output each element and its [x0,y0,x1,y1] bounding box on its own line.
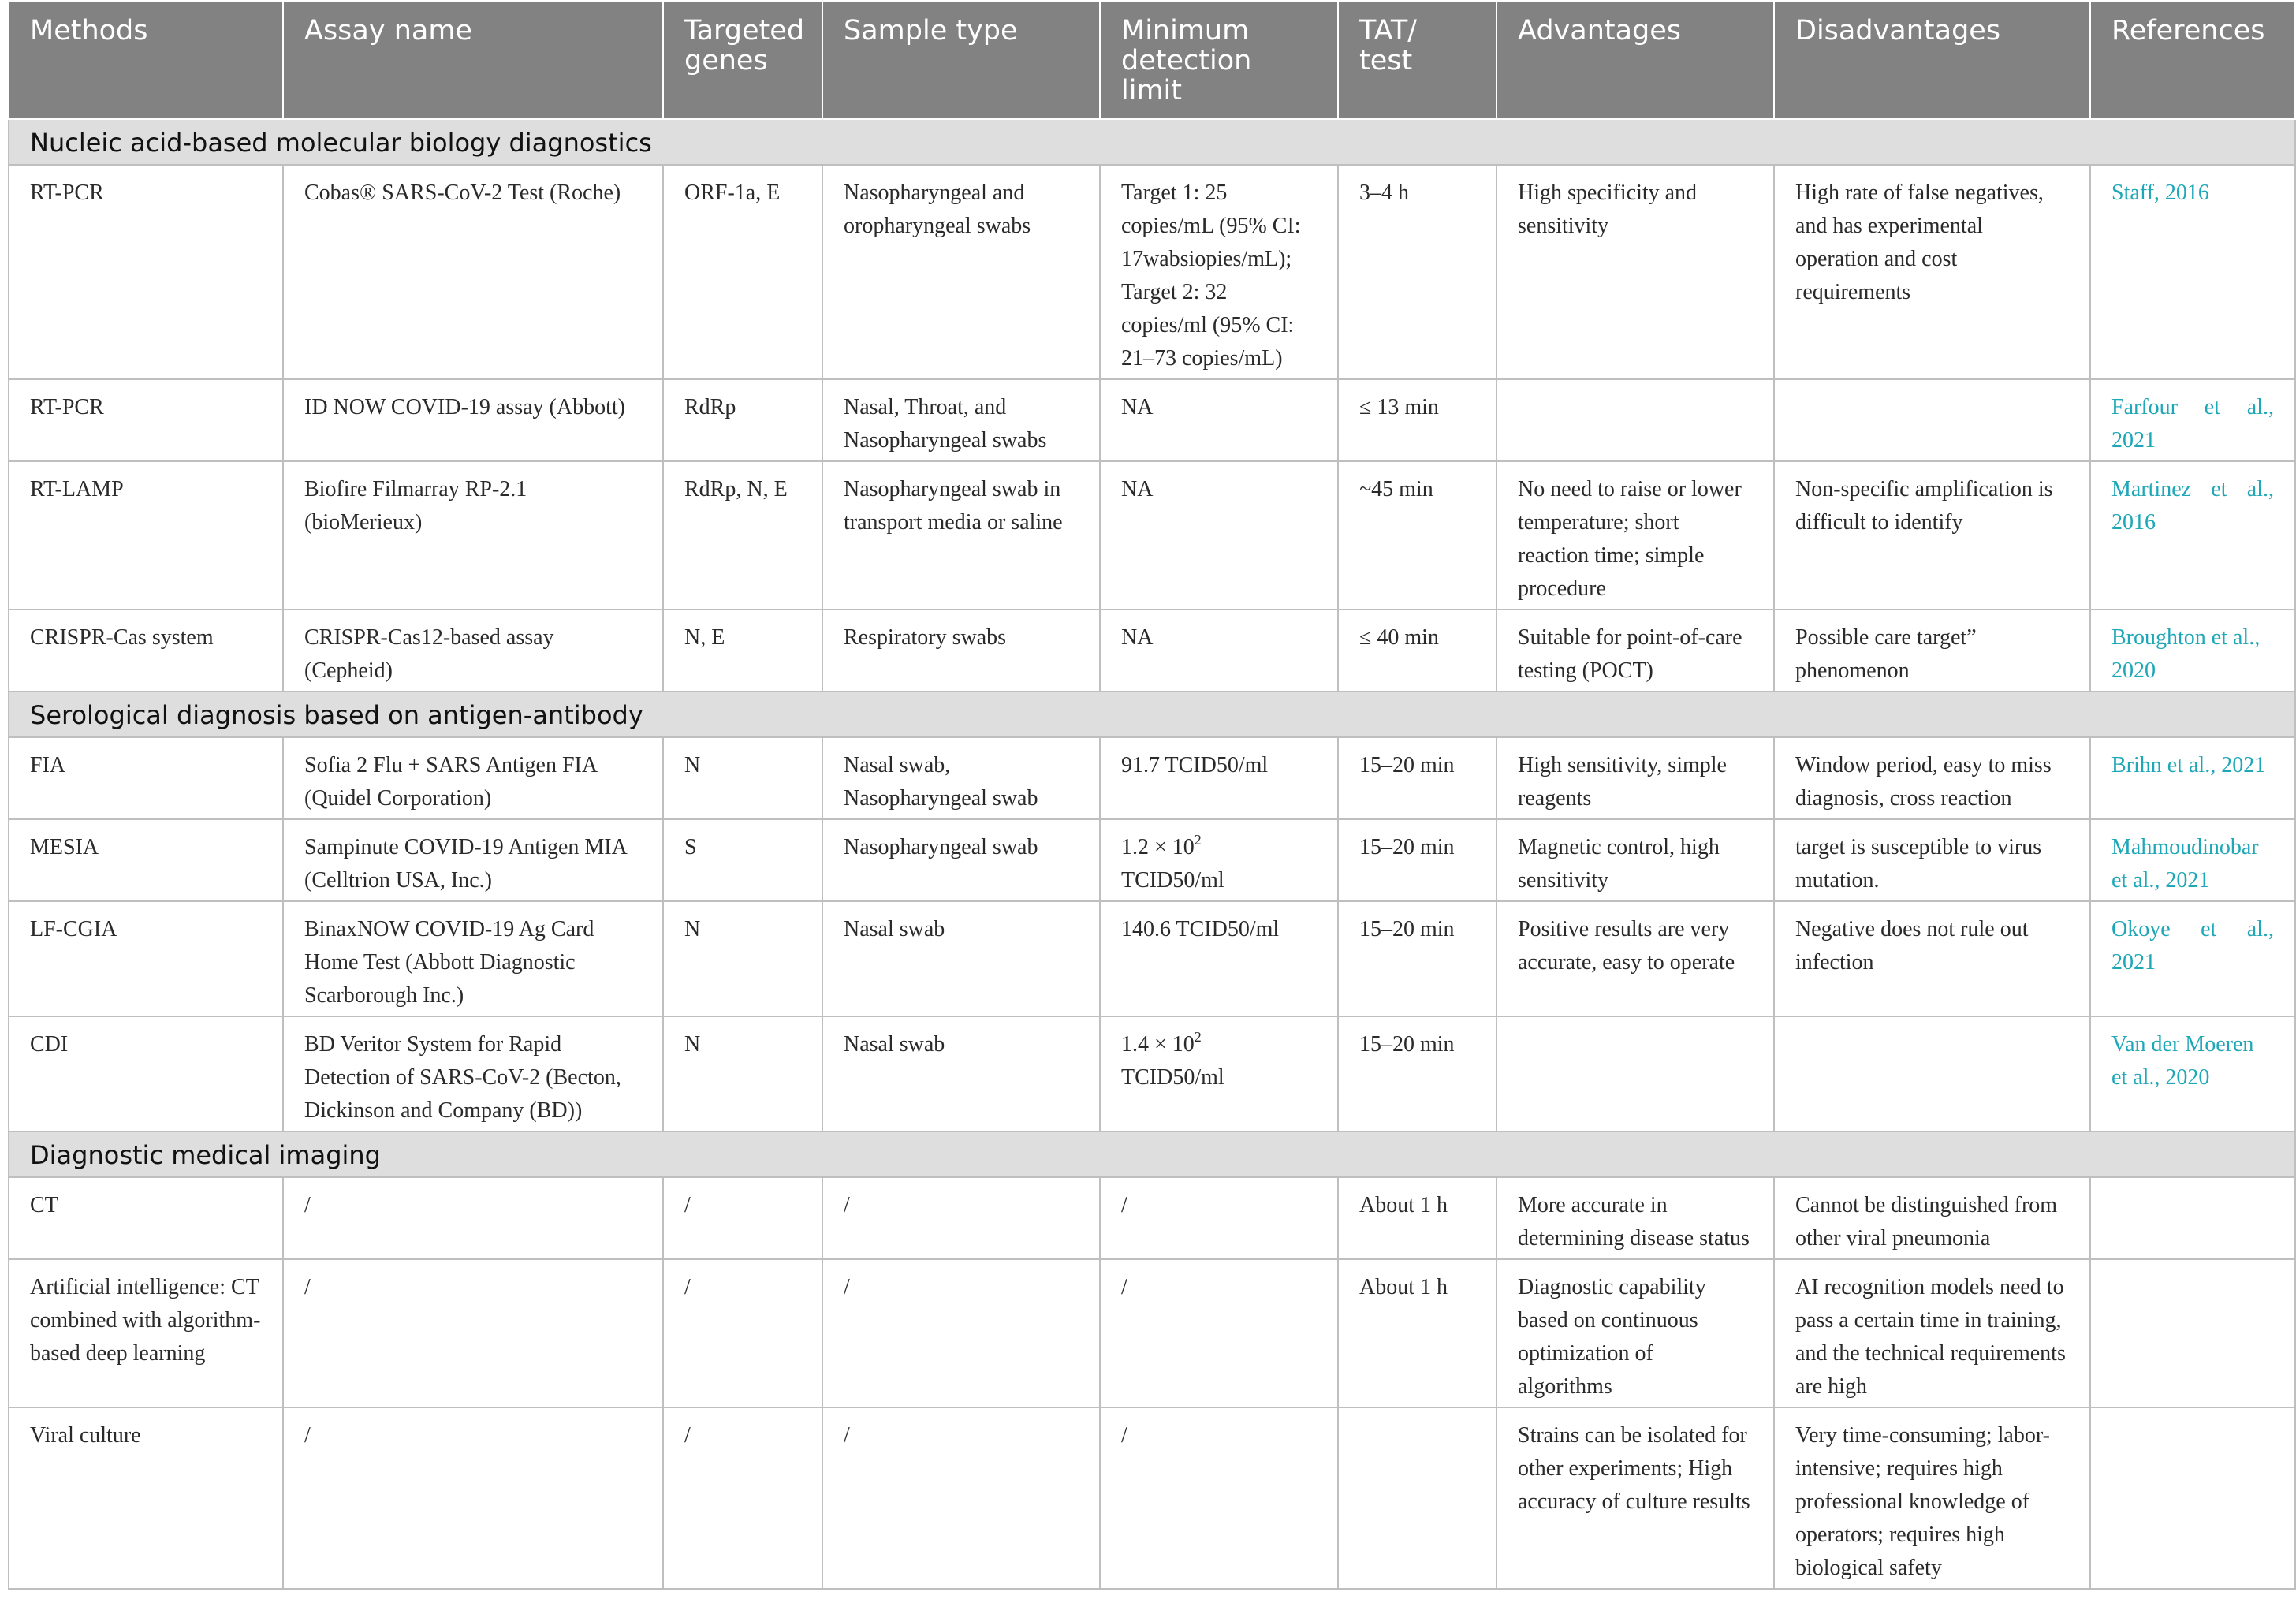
cell-disadvantages: Cannot be distinguished from other viral pneumonia [1774,1177,2090,1259]
cell-tat: 3–4 h [1338,165,1496,379]
cell-limit [1100,1016,1338,1131]
cell-genes: N, E [663,609,822,691]
cell-disadvantages: High rate of false negatives, and has experimental operation and cost requirements [1774,165,2090,379]
header-minimum-detection-limit: Minimum detection limit [1100,1,1338,119]
cell-sample: Nasal swab [822,1016,1100,1131]
cell-genes: N [663,737,822,819]
cell-sample: Nasal swab [822,901,1100,1016]
cell-tat: 15–20 min [1338,819,1496,901]
cell-method: RT-LAMP [9,461,283,609]
table-row [9,1177,2295,1259]
diagnostics-table [8,0,2296,1590]
cell-genes: / [663,1407,822,1589]
cell-sample: / [822,1407,1100,1589]
cell-limit: NA [1100,609,1338,691]
cell-assay: Sofia 2 Flu + SARS Antigen FIA (Quidel Corporation) [283,737,663,819]
cell-method: CDI [9,1016,283,1131]
cell-method: CT [9,1177,283,1259]
cell-reference-link[interactable]: Martinez et al., 2016 [2090,461,2295,609]
limit-unit: TCID50/ml [1121,868,1224,893]
table-row [9,461,2295,609]
cell-limit: / [1100,1259,1338,1407]
cell-genes: ORF-1a, E [663,165,822,379]
table-row [9,609,2295,691]
cell-method: Artificial intelligence: CT combined with algorithm-based deep learning [9,1259,283,1407]
cell-advantages [1496,379,1774,461]
cell-reference [2090,1259,2295,1407]
limit-exponent: 2 [1194,832,1202,848]
cell-genes: / [663,1177,822,1259]
section-row [9,691,2295,737]
cell-disadvantages: Non-specific amplification is difficult to identify [1774,461,2090,609]
cell-sample: Nasopharyngeal and oropharyngeal swabs [822,165,1100,379]
table-row [9,1259,2295,1407]
table-row [9,1407,2295,1589]
cell-method: FIA [9,737,283,819]
cell-disadvantages: Possible care target” phenomenon [1774,609,2090,691]
cell-reference-link[interactable]: Staff, 2016 [2090,165,2295,379]
cell-advantages: More accurate in determining disease status [1496,1177,1774,1259]
cell-assay: / [283,1177,663,1259]
table-row [9,379,2295,461]
cell-genes: S [663,819,822,901]
cell-method: RT-PCR [9,165,283,379]
cell-assay: Cobas® SARS-CoV-2 Test (Roche) [283,165,663,379]
limit-unit: TCID50/ml [1121,1065,1224,1090]
cell-genes: RdRp [663,379,822,461]
table-row [9,819,2295,901]
cell-assay: Biofire Filmarray RP-2.1 (bioMerieux) [283,461,663,609]
cell-method: Viral culture [9,1407,283,1589]
section-row [9,119,2295,165]
section-title: Nucleic acid-based molecular biology diagnostics [9,119,2295,165]
cell-reference [2090,1407,2295,1589]
cell-assay: CRISPR-Cas12-based assay (Cepheid) [283,609,663,691]
cell-tat: About 1 h [1338,1259,1496,1407]
header-methods: Methods [9,1,283,119]
header-references: References [2090,1,2295,119]
table-row [9,901,2295,1016]
cell-genes: N [663,901,822,1016]
cell-method: LF-CGIA [9,901,283,1016]
cell-advantages: No need to raise or lower temperature; short reaction time; simple procedure [1496,461,1774,609]
section-row [9,1131,2295,1177]
cell-tat: ≤ 40 min [1338,609,1496,691]
cell-tat: 15–20 min [1338,901,1496,1016]
limit-base: 1.2 × 10 [1121,835,1195,859]
header-advantages: Advantages [1496,1,1774,119]
cell-tat: About 1 h [1338,1177,1496,1259]
cell-sample: Respiratory swabs [822,609,1100,691]
cell-assay: / [283,1407,663,1589]
cell-tat: ≤ 13 min [1338,379,1496,461]
cell-genes: / [663,1259,822,1407]
cell-method: MESIA [9,819,283,901]
cell-limit: 91.7 TCID50/ml [1100,737,1338,819]
table-body [9,119,2295,1589]
section-title: Diagnostic medical imaging [9,1131,2295,1177]
cell-assay: BD Veritor System for Rapid Detection of SARS-CoV-2 (Becton, Dickinson and Company (BD)) [283,1016,663,1131]
cell-advantages: High specificity and sensitivity [1496,165,1774,379]
cell-genes: RdRp, N, E [663,461,822,609]
cell-reference-link[interactable]: Okoye et al., 2021 [2090,901,2295,1016]
cell-disadvantages: Window period, easy to miss diagnosis, cross reaction [1774,737,2090,819]
cell-reference-link[interactable]: Broughton et al., 2020 [2090,609,2295,691]
header-targeted-genes: Targeted genes [663,1,822,119]
cell-assay: BinaxNOW COVID-19 Ag Card Home Test (Abbott Diagnostic Scarborough Inc.) [283,901,663,1016]
cell-assay: ID NOW COVID-19 assay (Abbott) [283,379,663,461]
table-row [9,165,2295,379]
cell-disadvantages [1774,379,2090,461]
header-tat-test: TAT/ test [1338,1,1496,119]
cell-reference [2090,1177,2295,1259]
cell-advantages: High sensitivity, simple reagents [1496,737,1774,819]
cell-advantages: Magnetic control, high sensitivity [1496,819,1774,901]
cell-sample: Nasal swab, Nasopharyngeal swab [822,737,1100,819]
table-row [9,737,2295,819]
cell-genes: N [663,1016,822,1131]
cell-reference-link[interactable]: Brihn et al., 2021 [2090,737,2295,819]
cell-tat: ~45 min [1338,461,1496,609]
table-header [9,1,2295,119]
cell-advantages: Positive results are very accurate, easy to operate [1496,901,1774,1016]
cell-advantages [1496,1016,1774,1131]
table-container [8,0,2294,1590]
cell-limit: / [1100,1177,1338,1259]
cell-limit: NA [1100,379,1338,461]
cell-sample: / [822,1177,1100,1259]
cell-disadvantages: target is susceptible to virus mutation. [1774,819,2090,901]
cell-limit: Target 1: 25 copies/mL (95% CI: 17wabsiopies/mL); Target 2: 32 copies/ml (95% CI: 21–73 copies/mL) [1100,165,1338,379]
cell-limit [1100,819,1338,901]
cell-assay: Sampinute COVID-19 Antigen MIA (Celltrion USA, Inc.) [283,819,663,901]
header-sample-type: Sample type [822,1,1100,119]
cell-sample: Nasopharyngeal swab [822,819,1100,901]
cell-reference-link[interactable]: Van der Moeren et al., 2020 [2090,1016,2295,1131]
cell-disadvantages: AI recognition models need to pass a certain time in training, and the technical requirements are high [1774,1259,2090,1407]
cell-method: CRISPR-Cas system [9,609,283,691]
cell-disadvantages: Very time-consuming; labor-intensive; requires high professional knowledge of operators; requires high biological safety [1774,1407,2090,1589]
cell-limit: NA [1100,461,1338,609]
cell-advantages: Diagnostic capability based on continuous optimization of algorithms [1496,1259,1774,1407]
cell-sample: / [822,1259,1100,1407]
cell-sample: Nasopharyngeal swab in transport media or saline [822,461,1100,609]
cell-reference-link[interactable]: Farfour et al., 2021 [2090,379,2295,461]
cell-sample: Nasal, Throat, and Nasopharyngeal swabs [822,379,1100,461]
cell-advantages: Suitable for point-of-care testing (POCT) [1496,609,1774,691]
header-disadvantages: Disadvantages [1774,1,2090,119]
cell-tat: 15–20 min [1338,1016,1496,1131]
cell-disadvantages [1774,1016,2090,1131]
cell-disadvantages: Negative does not rule out infection [1774,901,2090,1016]
table-row [9,1016,2295,1131]
cell-tat: 15–20 min [1338,737,1496,819]
cell-method: RT-PCR [9,379,283,461]
limit-base: 1.4 × 10 [1121,1032,1195,1057]
cell-limit: 140.6 TCID50/ml [1100,901,1338,1016]
cell-tat [1338,1407,1496,1589]
section-title: Serological diagnosis based on antigen-antibody [9,691,2295,737]
cell-limit: / [1100,1407,1338,1589]
cell-assay: / [283,1259,663,1407]
cell-advantages: Strains can be isolated for other experiments; High accuracy of culture results [1496,1407,1774,1589]
header-assay-name: Assay name [283,1,663,119]
limit-exponent: 2 [1194,1029,1202,1045]
cell-reference-link[interactable]: Mahmoudinobar et al., 2021 [2090,819,2295,901]
